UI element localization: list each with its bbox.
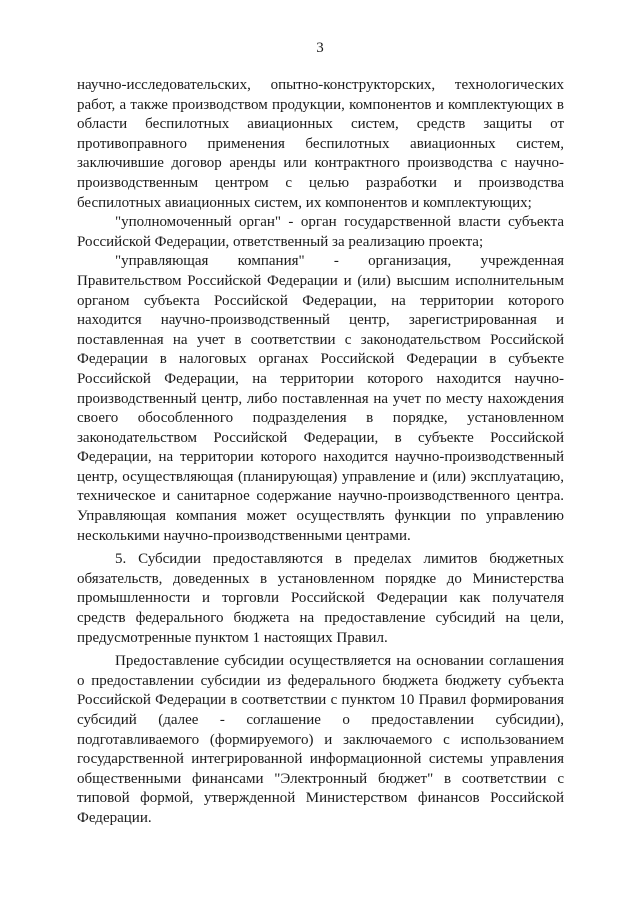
paragraph-research-works: научно-исследовательских, опытно-конструкторских, технологических работ, а также производством продукции, компонентов и комплектующих в области беспилотных авиационных систем, средств защиты от противоправного применения беспилотных авиационных систем, заключившие договор аренды или контрактного производства с научно-производственным центром с целью разработки и производства беспилотных авиационных систем, их компонентов и комплектующих; — [77, 77, 564, 211]
document-body — [77, 76, 564, 829]
paragraph-subsidy-agreement: Предоставление субсидии осуществляется на основании соглашения о предоставлении субсидии из федерального бюджета бюджету субъекта Российской Федерации в соответствии с пунктом 10 Правил формирования субсидий (далее - соглашение о предоставлении субсидии), подготавливаемого (формируемого) и заключаемого с использованием государственной интегрированной информационной системы управления общественными финансами "Электронный бюджет" в соответствии с типовой формой, утвержденной Министерством финансов Российской Федерации. — [77, 653, 564, 826]
page-number: 3 — [316, 40, 324, 56]
paragraph-authorized-body: "уполномоченный орган" - орган государственной власти субъекта Российской Федерации, ответственный за реализацию проекта; — [77, 214, 564, 250]
paragraph-subsidy-limits: 5. Субсидии предоставляются в пределах лимитов бюджетных обязательств, доведенных в установленном порядке до Министерства промышленности и торговли Российской Федерации как получателя средств федерального бюджета на предоставление субсидий на цели, предусмотренные пунктом 1 настоящих Правил. — [77, 551, 564, 646]
paragraph-management-company: "управляющая компания" - организация, учрежденная Правительством Российской Федерации и (или) высшим исполнительным органом субъекта Российской Федерации, на территории которого находится научно-производственный центр, зарегистрированная и поставленная на учет в соответствии с законодательством Российской Федерации в налоговых органах Российской Федерации в субъекте Российской Федерации, на территории которого находится научно-производственный центр, либо поставленная на учет по месту нахождения своего обособленного подразделения в порядке, установленном законодательством Российской Федерации, в субъекте Российской Федерации, на территории которого находится научно-производственный центр, осуществляющая (планирующая) управление и (или) эксплуатацию, техническое и санитарное содержание научно-производственного центра. Управляющая компания может осуществлять функции по управлению несколькими научно-производственными центрами. — [77, 253, 564, 544]
